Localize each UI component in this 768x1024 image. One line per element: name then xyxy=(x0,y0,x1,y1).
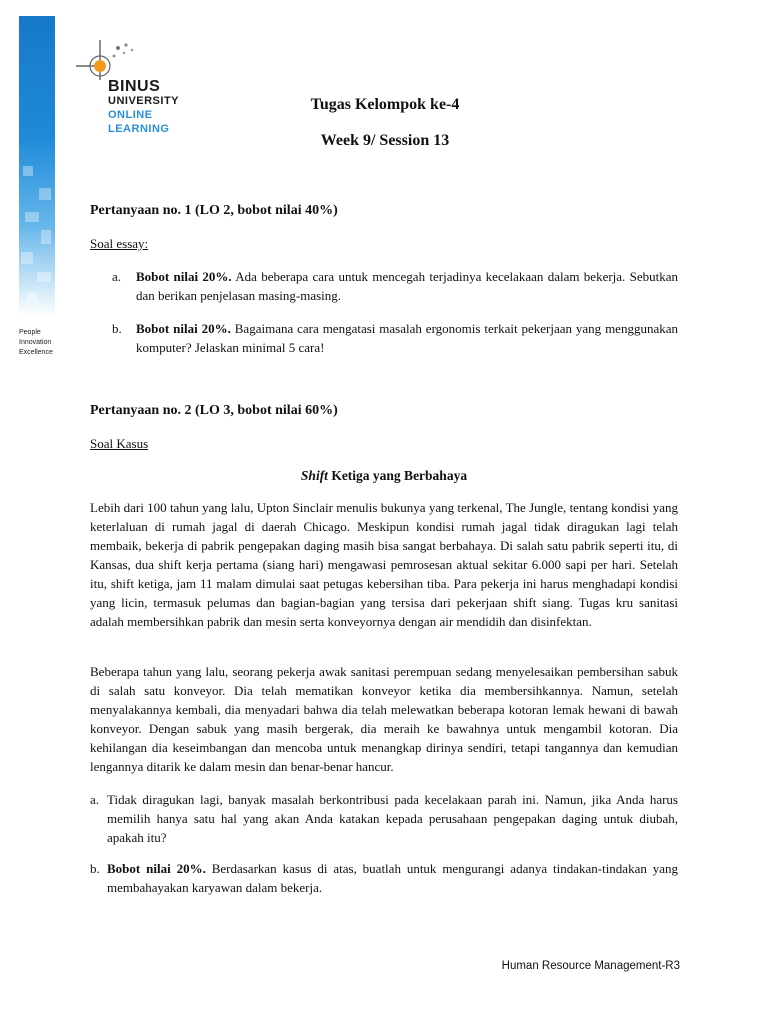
decorative-blue-strip xyxy=(19,16,55,316)
list-marker: a. xyxy=(90,792,100,807)
document-title: Tugas Kelompok ke-4 xyxy=(310,96,460,113)
question-2-label-row xyxy=(90,434,678,453)
case-paragraph-2: Beberapa tahun yang lalu, seorang pekerja awak sanitasi perempuan sedang menyelesaikan pembersihan sabuk di salah satu konveyor. Dia telah mematikan konveyor ketika dia membersihkannya. Namun, setelah menyalakannya kembali, dia menyadari bahwa dia telah melewatkan beberapa kotoran lemak hewani di bawah konveyor. Dengan sabuk yang masih bergerak, dia meraih ke bawahnya untuk mengambil kotoran. Dia kehilangan dia keseimbangan dan mencoba untuk menangkap dirinya sendiri, tetapi tangannya dan kemudian lengannya ditarik ke dalam mesin dan benar-benar hancur. xyxy=(90,664,678,774)
tagline-excellence: Excellence xyxy=(19,349,53,356)
list-marker: a. xyxy=(112,269,122,284)
question-2-label: Soal Kasus xyxy=(90,436,149,451)
logo-online-text: ONLINE xyxy=(108,109,153,121)
logo-university-text: UNIVERSITY xyxy=(108,95,180,107)
weight-label: Bobot nilai 20%. xyxy=(107,861,206,876)
list-marker: b. xyxy=(112,321,122,336)
tagline-people: People xyxy=(19,329,41,336)
logo-learning-text: LEARNING xyxy=(108,123,170,135)
binus-logo xyxy=(74,36,194,142)
document-subtitle: Week 9/ Session 13 xyxy=(320,132,450,149)
question-1-label-row xyxy=(90,234,678,253)
case-title xyxy=(90,466,678,485)
question-2-heading: Pertanyaan no. 2 (LO 3, bobot nilai 60%) xyxy=(90,403,338,418)
case-title-italic: Shift xyxy=(300,468,328,483)
item-text: Ada beberapa cara untuk mencegah terjadinya kecelakaan dalam bekerja. Sebutkan dan berikan penjelasan masing-masing. xyxy=(136,269,678,303)
item-text: Tidak diragukan lagi, banyak masalah berkontribusi pada kecelakaan parah ini. Namun, jika Anda harus memilih hanya satu hal yang akan Anda katakan kepada perusahaan pengepakan daging untuk diubah, apakah itu? xyxy=(107,792,678,845)
list-marker: b. xyxy=(90,861,100,876)
question-1-item-a xyxy=(112,267,678,305)
weight-label: Bobot nilai 20%. xyxy=(136,269,232,284)
item-text: Berdasarkan kasus di atas, buatlah untuk mengurangi adanya tindakan-tindakan yang membahayakan karyawan dalam bekerja. xyxy=(107,861,679,895)
item-text: Bagaimana cara mengatasi masalah ergonomis terkait pekerjaan yang menggunakan komputer? Jelaskan minimal 5 cara! xyxy=(136,321,678,355)
question-2-item-a xyxy=(90,790,678,847)
question-1-label: Soal essay: xyxy=(90,236,149,251)
case-title-rest: Ketiga yang Berbahaya xyxy=(327,468,468,483)
weight-label: Bobot nilai 20%. xyxy=(136,321,231,336)
logo-binus-text: BINUS xyxy=(108,78,161,95)
page-footer: Human Resource Management-R3 xyxy=(501,960,680,972)
case-paragraph-1: Lebih dari 100 tahun yang lalu, Upton Sinclair menulis bukunya yang terkenal, The Jungle, tentang kondisi yang keterlaluan di rumah jagal di daerah Chicago. Meskipun kondisi rumah jagal tidak diragukan lagi telah membaik, bekerja di pabrik pengepakan daging masih bisa sangat berbahaya. Di salah satu pabrik seperti itu, di Kansas, dua shift kerja pertama (siang hari) mengawasi pemrosesan aktual sekitar 6.000 sapi per hari. Setelah itu, shift ketiga, jam 11 malam dimulai saat petugas kebersihan tiba. Para pekerja ini harus menghadapi kondisi yang licin, termasuk pelumas dan bagian-bagian yang tersisa dari pekerjaan shift siang. Tugas kru sanitasi adalah membersihkan pabrik dan mesin serta konveyornya dengan air mendidih dan disinfektan. xyxy=(90,500,678,629)
question-1-item-b xyxy=(112,319,678,357)
question-1-heading: Pertanyaan no. 1 (LO 2, bobot nilai 40%) xyxy=(90,203,338,218)
question-2-item-b xyxy=(90,859,679,897)
tagline-innovation: Innovation xyxy=(19,339,52,346)
university-tagline xyxy=(19,328,79,358)
